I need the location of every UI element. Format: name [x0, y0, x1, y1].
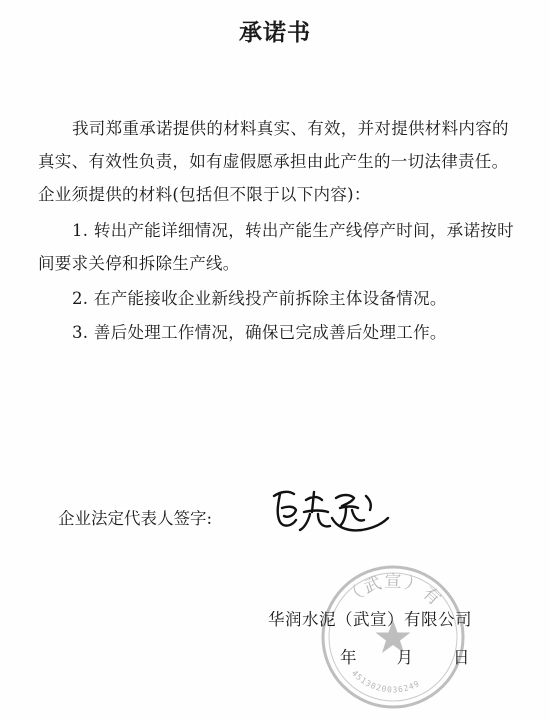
seal-number: 4513020036249: [349, 668, 422, 695]
seal-inner-text: （武宣）有: [341, 571, 446, 611]
company-seal: [318, 562, 468, 712]
signature-label: 企业法定代表人签字:: [58, 509, 213, 528]
document-title: 承诺书: [239, 19, 311, 46]
date-month-label: 月: [396, 648, 413, 667]
date-year-label: 年: [340, 648, 357, 667]
handwritten-signature: [266, 482, 396, 538]
company-name: 华润水泥（武宣）有限公司: [268, 610, 472, 629]
paragraph-item-3: 3. 善后处理工作情况，确保已完成善后处理工作。: [72, 323, 447, 342]
date-day-label: 日: [453, 648, 470, 667]
paragraph-commitment: 我司郑重承诺提供的材料真实、有效，并对提供材料内容的真实、有效性负责，如有虚假愿承担由此产生的一切法律责任。企业须提供的材料(包括但不限于以下内容)：: [38, 119, 509, 204]
date-line: [340, 644, 470, 668]
svg-text:4513020036249: [350, 669, 422, 695]
paragraph-item-1: 1. 转出产能详细情况，转出产能生产线停产时间，承诺按时间要求关停和拆除生产线。: [38, 221, 514, 273]
paragraph-item-2: 2. 在产能接收企业新线投产前拆除主体设备情况。: [72, 289, 447, 308]
